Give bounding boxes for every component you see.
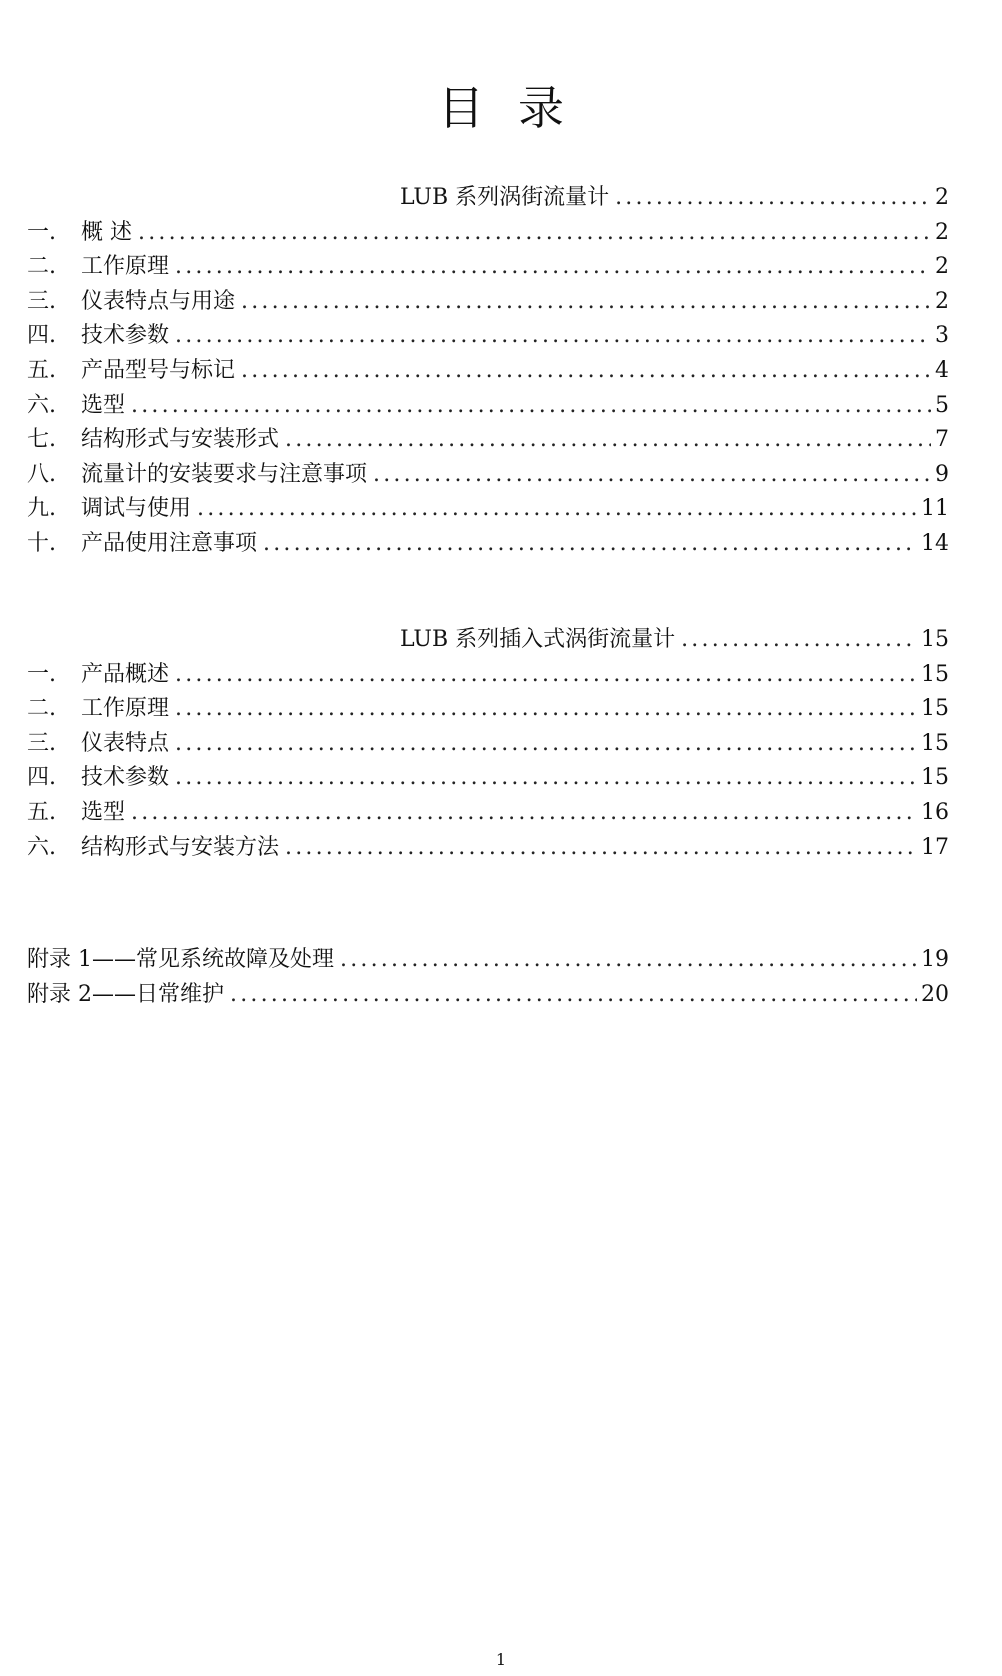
toc-page-number: 14 xyxy=(921,530,949,556)
toc-heading-text: LUB 系列插入式涡街流量计 xyxy=(400,627,676,652)
toc-entry-text: 调试与使用 xyxy=(81,496,192,522)
toc-entry[interactable] xyxy=(27,491,949,526)
toc-entry-number: 五. xyxy=(27,799,56,825)
toc-page-number: 16 xyxy=(921,799,949,825)
toc-entry-number: 一. xyxy=(27,661,56,687)
toc-leader-dots xyxy=(230,982,917,1007)
toc-entry[interactable] xyxy=(27,422,949,457)
toc-entry[interactable] xyxy=(27,526,949,561)
toc-leader-dots xyxy=(175,765,917,790)
toc-page-number: 19 xyxy=(921,947,949,972)
toc-leader-dots xyxy=(138,220,931,245)
page-title: 目录 xyxy=(438,81,598,135)
toc-entry-text: 仪表特点与用途 xyxy=(81,288,236,314)
toc-entry[interactable] xyxy=(27,388,949,423)
toc-entry-number: 六. xyxy=(27,834,56,860)
toc-entry[interactable] xyxy=(27,657,949,692)
toc-entry-number: 一. xyxy=(27,219,56,245)
toc-section-2 xyxy=(27,622,949,864)
toc-heading[interactable] xyxy=(27,180,949,215)
toc-entry[interactable] xyxy=(27,795,949,830)
toc-leader-dots xyxy=(175,731,917,756)
toc-page-number: 11 xyxy=(921,496,949,522)
toc-entry-text: 选型 xyxy=(81,392,126,418)
toc-entry[interactable] xyxy=(27,284,949,319)
toc-entry[interactable] xyxy=(27,353,949,388)
toc-entry[interactable] xyxy=(27,249,949,284)
toc-page-number: 2 xyxy=(935,254,949,280)
toc-entry-number: 四. xyxy=(27,765,56,791)
toc-entry-number: 五. xyxy=(27,357,56,383)
toc-page-number: 20 xyxy=(921,981,949,1007)
toc-page-number: 17 xyxy=(921,834,949,860)
toc-leader-dots xyxy=(615,185,931,210)
toc-leader-dots xyxy=(197,496,917,521)
toc-page-number: 3 xyxy=(935,323,949,349)
toc-entry-number: 十. xyxy=(27,530,56,556)
toc-entry-text: 流量计的安装要求与注意事项 xyxy=(81,461,368,487)
toc-leader-dots xyxy=(285,835,917,860)
toc-page-number: 15 xyxy=(921,661,949,687)
toc-entry-text: 技术参数 xyxy=(81,323,170,349)
toc-entry-text: 产品使用注意事项 xyxy=(81,530,258,556)
toc-entry[interactable] xyxy=(27,457,949,492)
toc-entry-number: 二. xyxy=(27,696,56,722)
toc-leader-dots xyxy=(175,323,931,348)
toc-entry-text: 附录 1——常见系统故障及处理 xyxy=(27,947,334,972)
toc-entry[interactable] xyxy=(27,691,949,726)
toc-entry[interactable] xyxy=(27,760,949,795)
toc-appendix-entry[interactable] xyxy=(27,977,949,1012)
toc-entry-text: 结构形式与安装方法 xyxy=(81,834,280,860)
toc-entry-text: 概 述 xyxy=(81,219,132,245)
toc-entry-text: 仪表特点 xyxy=(81,730,170,756)
toc-entry-number: 八. xyxy=(27,461,56,487)
toc-page-number: 5 xyxy=(935,392,949,418)
toc-leader-dots xyxy=(175,254,931,279)
toc-entry-number: 七. xyxy=(27,427,56,453)
toc-entry-number: 六. xyxy=(27,392,56,418)
toc-leader-dots xyxy=(340,947,917,972)
toc-entry-text: 产品概述 xyxy=(81,661,170,687)
toc-heading-text: LUB 系列涡街流量计 xyxy=(400,185,610,210)
toc-leader-dots xyxy=(373,462,931,487)
toc-entry[interactable] xyxy=(27,830,949,865)
toc-section-1 xyxy=(27,180,949,561)
toc-entry-text: 附录 2——日常维护 xyxy=(27,981,224,1007)
toc-entry-text: 选型 xyxy=(81,799,126,825)
toc-page-number: 15 xyxy=(921,627,949,652)
toc-entry[interactable] xyxy=(27,318,949,353)
toc-page-number: 2 xyxy=(935,185,949,210)
page-number: 1 xyxy=(495,1650,507,1669)
toc-leader-dots xyxy=(241,289,931,314)
toc-heading[interactable] xyxy=(27,622,949,657)
toc-entry-number: 三. xyxy=(27,730,56,756)
toc-entry-number: 四. xyxy=(27,323,56,349)
toc-page-number: 15 xyxy=(921,765,949,791)
toc-page-number: 7 xyxy=(935,427,949,453)
toc-entry-number: 九. xyxy=(27,496,56,522)
toc-appendix-entry[interactable] xyxy=(27,942,949,977)
toc-entry-text: 技术参数 xyxy=(81,765,170,791)
toc-page-number: 15 xyxy=(921,730,949,756)
toc-page-number: 2 xyxy=(935,288,949,314)
toc-leader-dots xyxy=(175,696,917,721)
toc-entry-text: 产品型号与标记 xyxy=(81,357,236,383)
toc-page-number: 2 xyxy=(935,219,949,245)
toc-leader-dots xyxy=(241,358,931,383)
toc-page-number: 4 xyxy=(935,357,949,383)
toc-page-number: 9 xyxy=(935,461,949,487)
toc-leader-dots xyxy=(131,393,931,418)
toc-appendix xyxy=(27,942,949,1011)
toc-page-number: 15 xyxy=(921,696,949,722)
toc-leader-dots xyxy=(175,662,917,687)
toc-entry-text: 工作原理 xyxy=(81,696,170,722)
toc-entry[interactable] xyxy=(27,215,949,250)
toc-entry[interactable] xyxy=(27,726,949,761)
toc-leader-dots xyxy=(131,800,917,825)
toc-entry-number: 三. xyxy=(27,288,56,314)
toc-leader-dots xyxy=(681,627,917,652)
toc-leader-dots xyxy=(263,531,917,556)
toc-entry-text: 工作原理 xyxy=(81,254,170,280)
toc-entry-number: 二. xyxy=(27,254,56,280)
toc-entry-text: 结构形式与安装形式 xyxy=(81,427,280,453)
toc-leader-dots xyxy=(285,427,931,452)
